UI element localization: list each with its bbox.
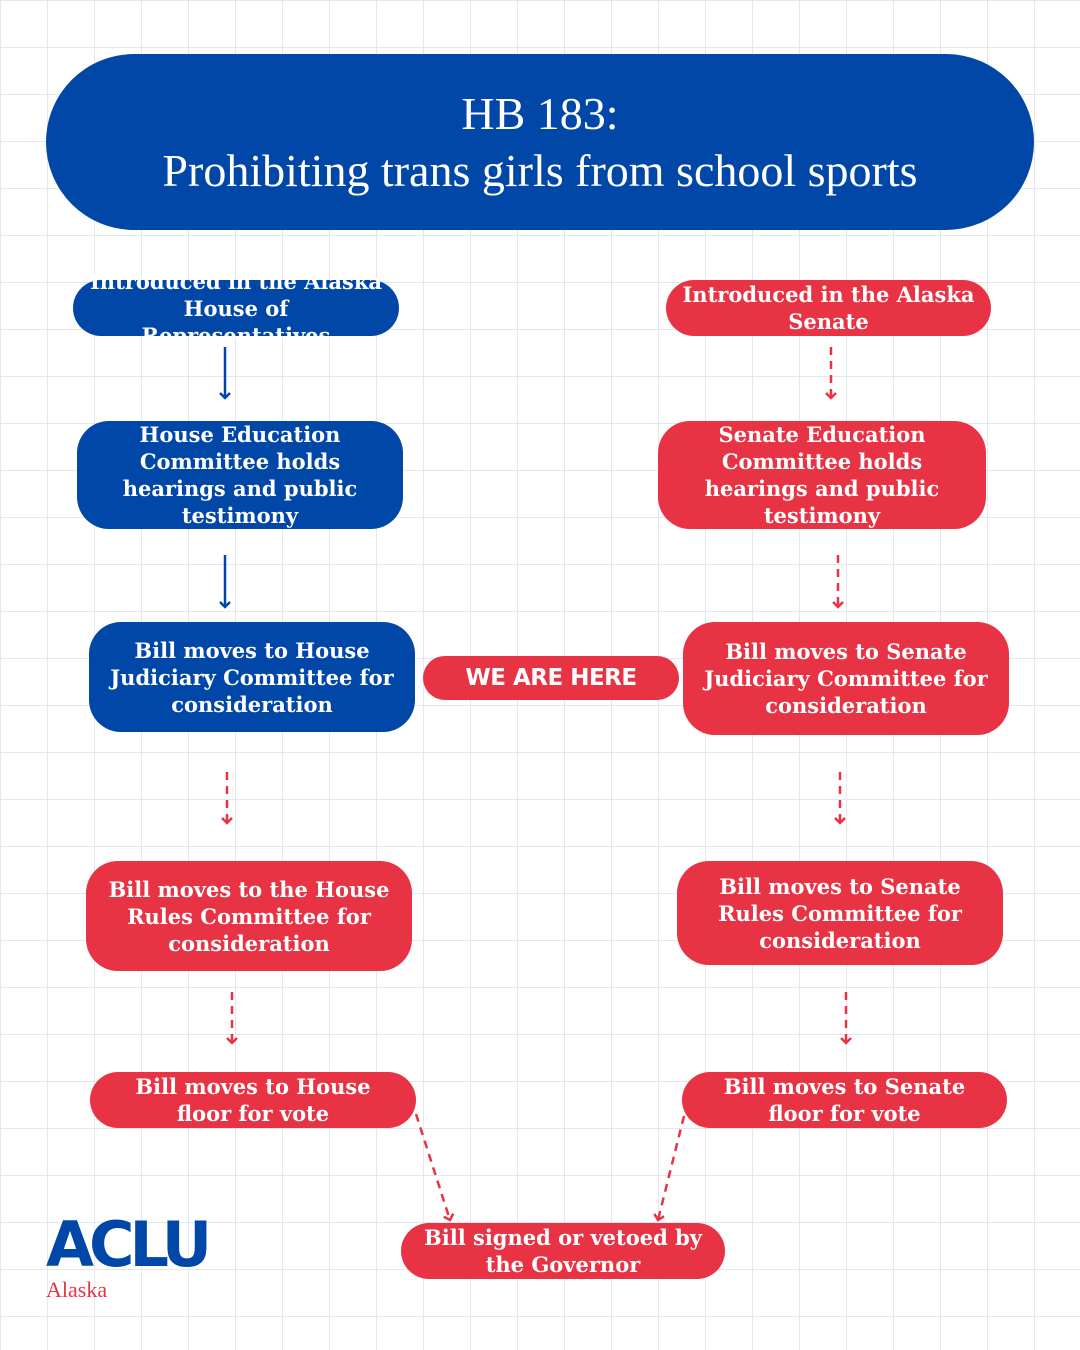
senate-step-label: Senate Education Committee holds hearings and public testimony [704, 422, 940, 528]
aclu-logo-subtitle: Alaska [46, 1277, 108, 1302]
house-step-rules-committee [86, 861, 412, 971]
we-are-here-badge: WE ARE HERE [423, 656, 679, 700]
senate-step-label: Bill moves to Senate Rules Committee for consideration [718, 873, 962, 953]
final-step-governor [401, 1223, 725, 1279]
arrow-house-final [416, 1114, 450, 1220]
house-step-floor-vote [90, 1072, 416, 1128]
final-step-label: Bill signed or vetoed by the Governor [424, 1225, 702, 1277]
senate-step-label: Introduced in the Alaska Senate [682, 282, 975, 334]
senate-step-rules-committee [677, 861, 1003, 965]
senate-step-judiciary-committee [683, 622, 1009, 735]
title-line-1: HB 183: [461, 88, 619, 139]
senate-step-label: Bill moves to Senate Judiciary Committee for consideration [704, 639, 988, 718]
house-step-introduced [73, 268, 399, 348]
senate-step-education-committee [658, 421, 986, 529]
house-step-label: Bill moves to House Judiciary Committee for consideration [110, 637, 394, 717]
house-step-education-committee [77, 421, 403, 529]
house-step-judiciary-committee [89, 622, 415, 732]
aclu-logo: ACLU [46, 1208, 208, 1281]
title-line-2: Prohibiting trans girls from school sports [162, 145, 918, 196]
house-step-label: Introduced in the Alaska House of Representatives [89, 268, 382, 348]
senate-step-introduced [666, 280, 991, 336]
senate-step-floor-vote [682, 1072, 1007, 1128]
house-step-label: Bill moves to the House Rules Committee for consideration [108, 876, 390, 956]
senate-step-label: Bill moves to Senate floor for vote [723, 1074, 966, 1126]
house-step-label: Bill moves to House floor for vote [135, 1074, 371, 1126]
house-step-label: House Education Committee holds hearings and public testimony [122, 422, 358, 528]
arrow-senate-final [658, 1116, 684, 1220]
